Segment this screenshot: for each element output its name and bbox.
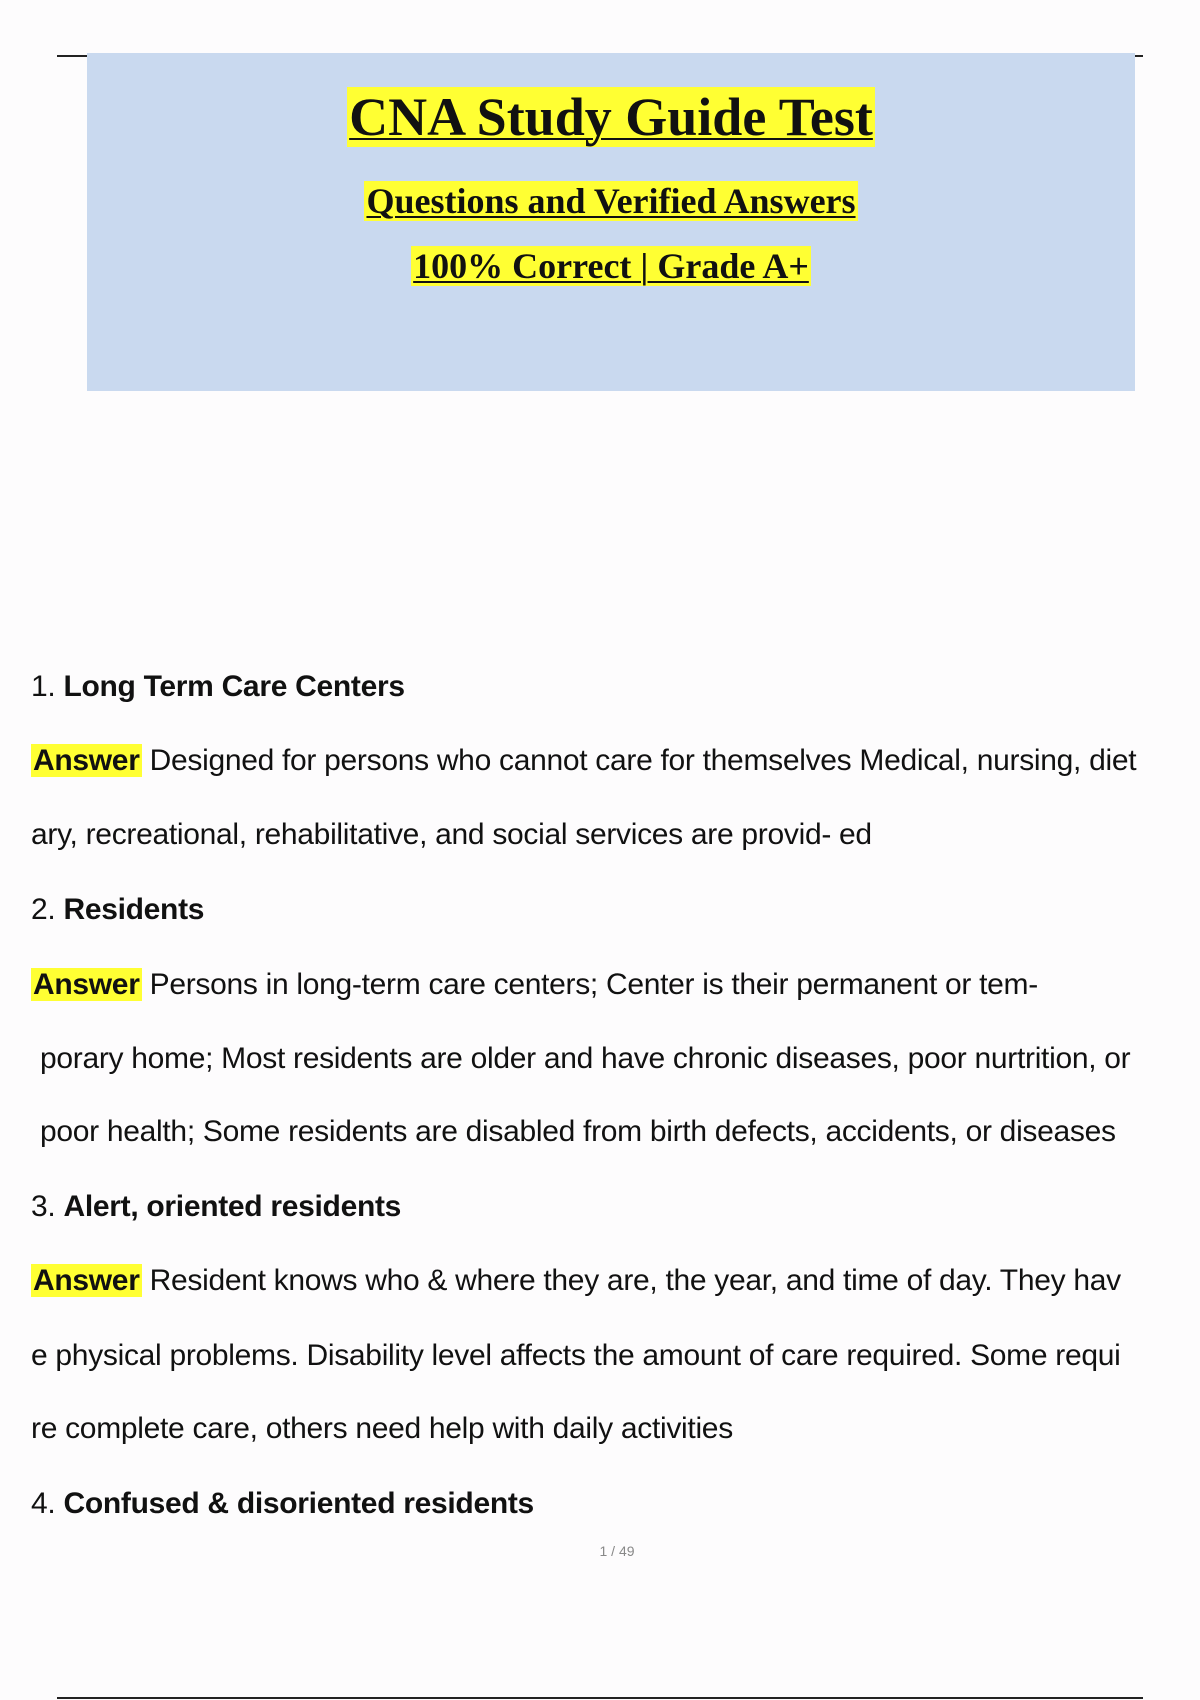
question-number: 3. (31, 1190, 56, 1223)
question-heading (31, 1485, 534, 1523)
answer-line (31, 966, 1038, 1004)
answer-text: re complete care, others need help with daily activities (31, 1412, 733, 1445)
question-title: Alert, oriented residents (63, 1190, 402, 1223)
question-heading (31, 1188, 401, 1226)
answer-label: Answer (33, 968, 140, 1001)
answer-text: Resident knows who & where they are, the year, and time of day. They hav (149, 1264, 1121, 1297)
answer-line (31, 1337, 1121, 1375)
title-banner (87, 53, 1135, 391)
question-number: 4. (31, 1487, 56, 1520)
answer-line (31, 742, 1136, 780)
answer-label: Answer (33, 1264, 140, 1297)
document-grade: 100% Correct | Grade A+ (413, 246, 809, 286)
answer-text: e physical problems. Disability level affects the amount of care required. Some requi (31, 1339, 1121, 1372)
question-title: Residents (63, 893, 205, 926)
header-rule-left (57, 55, 87, 57)
document-subtitle: Questions and Verified Answers (366, 181, 856, 221)
answer-line (31, 1410, 733, 1448)
answer-text: Designed for persons who cannot care for themselves Medical, nursing, diet (149, 744, 1137, 777)
question-title: Confused & disoriented residents (63, 1487, 534, 1520)
question-heading (31, 668, 405, 706)
question-title: Long Term Care Centers (63, 670, 405, 703)
footer-rule (57, 1697, 1143, 1699)
answer-text: porary home; Most residents are older and have chronic diseases, poor nurtrition, or (40, 1042, 1131, 1075)
answer-line (40, 1113, 1116, 1151)
answer-text: poor health; Some residents are disabled from birth defects, accidents, or diseases (40, 1115, 1116, 1148)
answer-line (31, 816, 872, 854)
answer-text: Persons in long-term care centers; Center is their permanent or tem- (149, 968, 1038, 1001)
answer-text: ary, recreational, rehabilitative, and social services are provid- ed (31, 818, 872, 851)
header-rule-right (1134, 55, 1143, 57)
answer-label: Answer (33, 744, 140, 777)
question-heading (31, 891, 204, 929)
answer-line (31, 1262, 1121, 1300)
answer-line (40, 1040, 1130, 1078)
question-number: 1. (31, 670, 56, 703)
document-title: CNA Study Guide Test (349, 87, 873, 147)
question-number: 2. (31, 893, 56, 926)
page-number: 1 / 49 (599, 1543, 635, 1559)
